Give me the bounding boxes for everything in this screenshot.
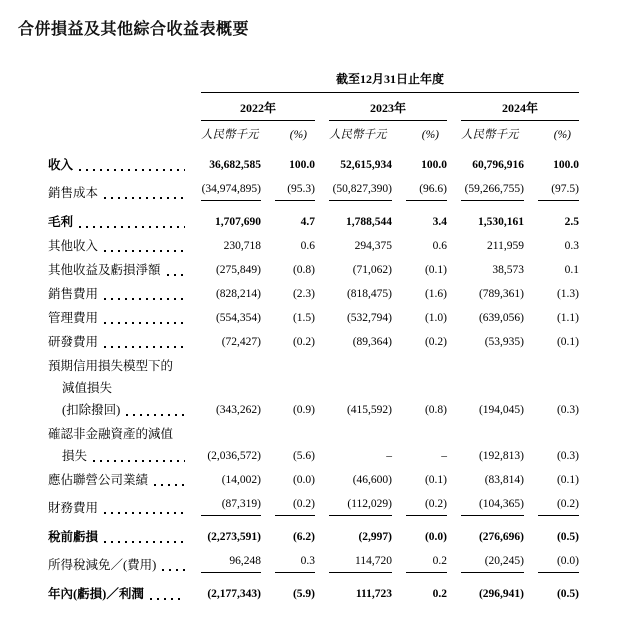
percent-cell: (2.3) — [292, 288, 315, 300]
value-cell: (46,600) — [352, 474, 392, 486]
percent-cell: (0.5) — [556, 531, 579, 543]
table-row — [48, 157, 580, 173]
table-row — [48, 496, 580, 516]
value-cell: (87,319) — [201, 496, 261, 516]
year-header-row — [48, 99, 580, 121]
dot-leader — [104, 346, 185, 348]
percent-cell: (0.8) — [424, 404, 447, 416]
row-label — [48, 214, 187, 230]
dot-leader — [126, 414, 185, 416]
row-label-text: 損失 — [62, 449, 88, 463]
row-label-text: 所得稅減免／(費用) — [48, 558, 157, 572]
value-cell: (415,592) — [346, 404, 392, 416]
value-cell: (89,364) — [352, 336, 392, 348]
value-cell: 211,959 — [487, 240, 524, 252]
percent-cell: (0.2) — [538, 496, 579, 516]
dot-leader — [104, 512, 185, 514]
percent-cell: (1.0) — [424, 312, 447, 324]
percent-cell: (5.6) — [292, 450, 315, 462]
dot-leader — [104, 541, 185, 543]
row-label-text: 管理費用 — [48, 311, 99, 325]
dot-leader — [167, 274, 185, 276]
percent-cell: (0.3) — [556, 404, 579, 416]
table-row — [48, 426, 580, 464]
row-label-line — [48, 529, 187, 545]
value-cell: 294,375 — [354, 240, 392, 252]
table-row — [48, 586, 580, 602]
percent-cell: (97.5) — [538, 181, 579, 201]
unit-label: 人民幣千元 — [461, 129, 519, 141]
percent-cell: (0.1) — [556, 336, 579, 348]
row-label-line — [62, 380, 187, 396]
row-label-text: 毛利 — [48, 215, 74, 229]
percent-cell: 0.2 — [432, 588, 447, 600]
row-label — [48, 586, 187, 602]
percent-cell: (0.2) — [424, 336, 447, 348]
table-body — [48, 157, 580, 602]
table-row — [48, 553, 580, 573]
unit-header-2024 — [461, 126, 579, 142]
value-cell: (296,941) — [478, 588, 524, 600]
value-cell: (71,062) — [352, 264, 392, 276]
row-label — [48, 334, 187, 350]
row-label-text: 預期信用損失模型下的 — [48, 359, 174, 373]
value-cell: 1,788,544 — [346, 216, 392, 228]
value-cell: (554,354) — [215, 312, 261, 324]
row-label — [48, 529, 187, 545]
dot-leader — [104, 322, 185, 324]
value-cell: (532,794) — [346, 312, 392, 324]
percent-cell: (0.0) — [292, 474, 315, 486]
percent-cell: 0.1 — [564, 264, 579, 276]
percent-cell: – — [441, 450, 447, 462]
table-row — [48, 529, 580, 545]
page-title: 合併損益及其他綜合收益表概要 — [18, 21, 250, 38]
dot-leader — [79, 226, 185, 228]
value-cell: (53,935) — [484, 336, 524, 348]
percent-cell: (1.5) — [292, 312, 315, 324]
table-row — [48, 214, 580, 230]
row-label-text: 確認非金融資產的減值 — [48, 427, 174, 441]
unit-label: 人民幣千元 — [201, 129, 259, 141]
unit-header-row — [48, 126, 580, 142]
percent-cell: (0.0) — [424, 531, 447, 543]
dot-leader — [93, 460, 185, 462]
row-label-line — [48, 334, 187, 350]
dot-leader — [150, 598, 185, 600]
percent-cell: 100.0 — [553, 159, 579, 171]
row-label-text: (扣除撥回) — [62, 403, 121, 417]
income-statement-table — [48, 70, 580, 610]
percent-cell: (0.2) — [275, 496, 315, 516]
row-label-line — [48, 310, 187, 326]
year-header-2023: 2023年 — [329, 99, 447, 121]
value-cell: 1,707,690 — [215, 216, 261, 228]
dot-leader — [104, 250, 185, 252]
value-cell: (14,002) — [221, 474, 261, 486]
row-label-line — [62, 402, 187, 418]
percent-cell: (95.3) — [275, 181, 315, 201]
period-header: 截至12月31日止年度 — [201, 70, 579, 93]
percent-cell: 0.3 — [564, 240, 579, 252]
row-label — [48, 185, 187, 201]
value-cell: (2,273,591) — [207, 531, 261, 543]
row-label-line — [48, 500, 187, 516]
value-cell: 111,723 — [355, 588, 392, 600]
percent-cell: (0.5) — [556, 588, 579, 600]
row-label-text: 財務費用 — [48, 501, 99, 515]
percent-label: (%) — [421, 129, 439, 141]
row-label-line — [48, 426, 187, 442]
value-cell: (818,475) — [346, 288, 392, 300]
percent-cell: (96.6) — [406, 181, 447, 201]
value-cell: (789,361) — [478, 288, 524, 300]
value-cell: 38,573 — [492, 264, 524, 276]
unit-header-2022 — [201, 126, 315, 142]
unit-header-2023 — [329, 126, 447, 142]
unit-label: 人民幣千元 — [329, 129, 387, 141]
value-cell: (275,849) — [215, 264, 261, 276]
percent-cell: (0.8) — [292, 264, 315, 276]
percent-cell: (0.9) — [292, 404, 315, 416]
row-label — [48, 472, 187, 488]
percent-cell: (1.1) — [556, 312, 579, 324]
table-row — [48, 286, 580, 302]
row-label-line — [48, 472, 187, 488]
value-cell: 114,720 — [329, 553, 392, 573]
percent-cell: 0.3 — [275, 553, 315, 573]
percent-cell: 4.7 — [300, 216, 315, 228]
row-label — [48, 310, 187, 326]
percent-cell: (0.2) — [292, 336, 315, 348]
percent-cell: 100.0 — [289, 159, 315, 171]
value-cell: (50,827,390) — [329, 181, 392, 201]
row-label-text: 銷售費用 — [48, 287, 99, 301]
row-label-text: 減值損失 — [62, 381, 113, 395]
row-label-line — [48, 557, 187, 573]
percent-cell: 3.4 — [432, 216, 447, 228]
table-row — [48, 262, 580, 278]
row-label-text: 應佔聯營公司業績 — [48, 473, 149, 487]
table-row — [48, 181, 580, 201]
row-label-text: 銷售成本 — [48, 186, 99, 200]
value-cell: (59,266,755) — [461, 181, 524, 201]
percent-cell: (6.2) — [292, 531, 315, 543]
row-label — [48, 157, 187, 173]
year-header-2024: 2024年 — [461, 99, 579, 121]
table-row — [48, 358, 580, 418]
row-label-line — [48, 286, 187, 302]
value-cell: (276,696) — [478, 531, 524, 543]
row-label — [48, 557, 187, 573]
value-cell: (34,974,895) — [201, 181, 261, 201]
value-cell: (194,045) — [478, 404, 524, 416]
row-label-line — [48, 185, 187, 201]
percent-cell: (1.3) — [556, 288, 579, 300]
row-label — [48, 286, 187, 302]
value-cell: (72,427) — [221, 336, 261, 348]
row-label — [48, 238, 187, 254]
value-cell: (2,036,572) — [207, 450, 261, 462]
year-header-2022: 2022年 — [201, 99, 315, 121]
row-label-text: 其他收入 — [48, 239, 99, 253]
percent-cell: 2.5 — [564, 216, 579, 228]
percent-cell: (0.1) — [556, 474, 579, 486]
percent-label: (%) — [553, 129, 571, 141]
value-cell: – — [386, 450, 392, 462]
value-cell: (2,177,343) — [207, 588, 261, 600]
value-cell: 60,796,916 — [472, 159, 524, 171]
table-row — [48, 334, 580, 350]
value-cell: (639,056) — [478, 312, 524, 324]
row-label — [48, 426, 187, 464]
value-cell: 52,615,934 — [340, 159, 392, 171]
dot-leader — [104, 197, 185, 199]
percent-cell: (1.6) — [424, 288, 447, 300]
percent-cell: (5.9) — [292, 588, 315, 600]
row-label-line — [48, 262, 187, 278]
dot-leader — [79, 169, 185, 171]
row-label-text: 其他收益及虧損淨額 — [48, 263, 161, 277]
percent-cell: (0.3) — [556, 450, 579, 462]
row-label — [48, 358, 187, 418]
row-label-text: 年內(虧損)／利潤 — [48, 587, 144, 601]
row-label-line — [48, 238, 187, 254]
row-label-line — [48, 586, 187, 602]
value-cell: (83,814) — [484, 474, 524, 486]
row-label-line — [48, 214, 187, 230]
row-label — [48, 262, 187, 278]
value-cell: (192,813) — [478, 450, 524, 462]
value-cell: (112,029) — [329, 496, 392, 516]
table-row — [48, 310, 580, 326]
period-header-row — [48, 70, 580, 93]
percent-cell: (0.0) — [538, 553, 579, 573]
row-label-text: 收入 — [48, 158, 74, 172]
percent-cell: (0.2) — [406, 496, 447, 516]
value-cell: 96,248 — [201, 553, 261, 573]
table-row — [48, 472, 580, 488]
value-cell: 36,682,585 — [209, 159, 261, 171]
value-cell: 230,718 — [223, 240, 261, 252]
row-label-line — [48, 157, 187, 173]
percent-cell: 0.2 — [406, 553, 447, 573]
value-cell: (104,365) — [461, 496, 524, 516]
value-cell: (828,214) — [215, 288, 261, 300]
value-cell: 1,530,161 — [478, 216, 524, 228]
row-label-line — [62, 448, 187, 464]
percent-label: (%) — [289, 129, 307, 141]
row-label-text: 研發費用 — [48, 335, 99, 349]
percent-cell: 0.6 — [300, 240, 315, 252]
dot-leader — [154, 484, 185, 486]
percent-cell: 0.6 — [432, 240, 447, 252]
value-cell: (20,245) — [461, 553, 524, 573]
dot-leader — [104, 298, 185, 300]
table-row — [48, 238, 580, 254]
percent-cell: (0.1) — [424, 264, 447, 276]
row-label-text: 稅前虧損 — [48, 530, 99, 544]
dot-leader — [162, 569, 185, 571]
percent-cell: 100.0 — [421, 159, 447, 171]
row-label — [48, 500, 187, 516]
value-cell: (343,262) — [215, 404, 261, 416]
value-cell: (2,997) — [358, 531, 392, 543]
row-label-line — [48, 358, 187, 374]
percent-cell: (0.1) — [424, 474, 447, 486]
